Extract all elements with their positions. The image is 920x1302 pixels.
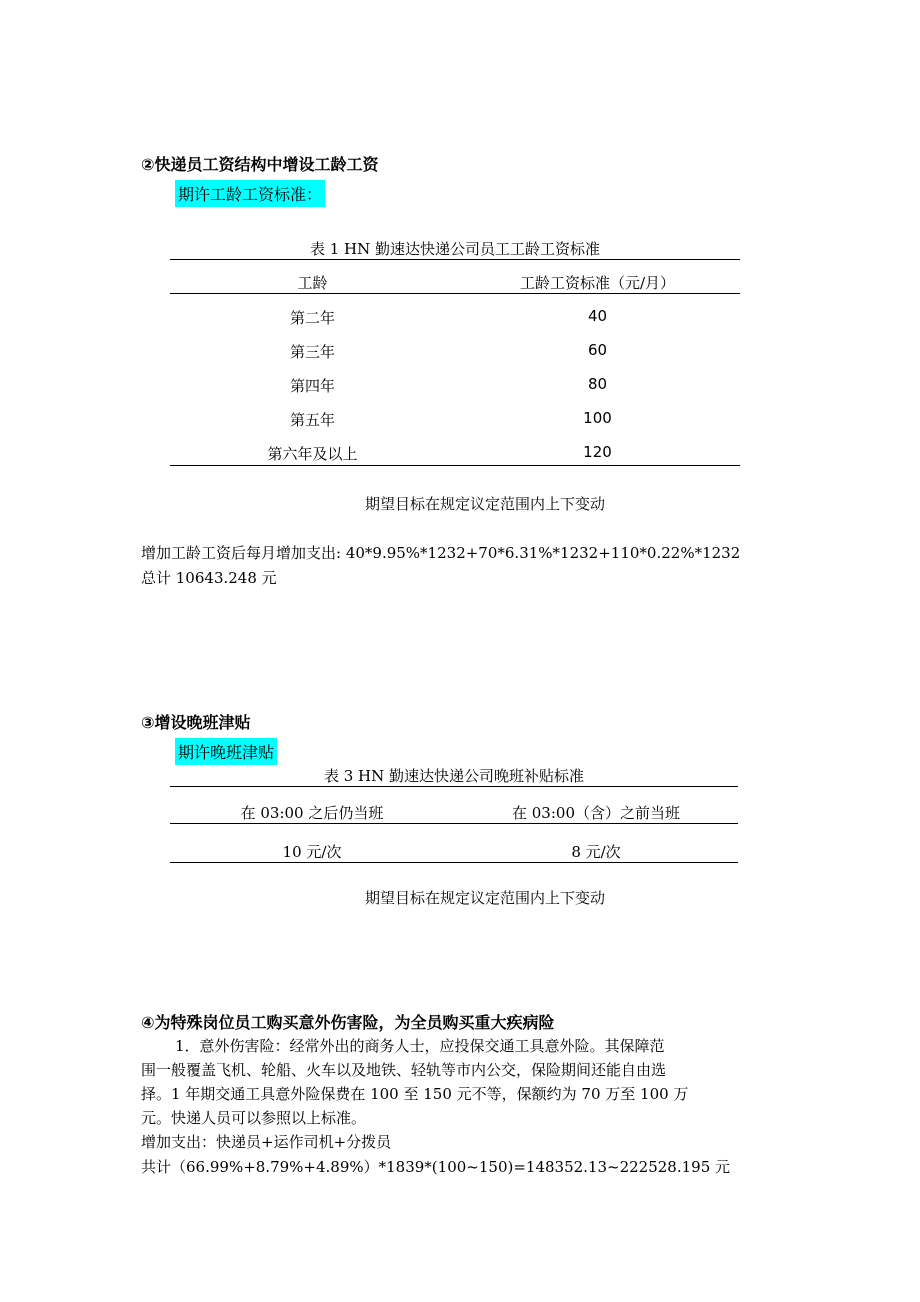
section-heading-insurance: ④为特殊岗位员工购买意外伤害险，为全员购买重大疾病险 (141, 1013, 555, 1032)
table-cell-year: 第四年 (289, 377, 335, 395)
table-header-after-3am: 在 03:00 之后仍当班 (240, 804, 384, 822)
table-cell-year: 第六年及以上 (267, 445, 358, 463)
table-cell-before-3am: 8 元/次 (571, 843, 621, 861)
highlight-seniority-expectation: 期许工龄工资标准： (175, 180, 325, 207)
highlight-night-allowance: 期许晚班津贴 (175, 738, 277, 765)
insurance-paragraph-line: 1．意外伤害险：经常外出的商务人士，应投保交通工具意外险。其保障范 (175, 1037, 665, 1055)
table-caption-seniority: 表 1 HN 勤速达快递公司员工工龄工资标准 (309, 240, 601, 258)
insurance-paragraph-line: 择。1 年期交通工具意外险保费在 100 至 150 元不等，保额约为 70 万至 100 万 (141, 1085, 689, 1103)
section-heading-seniority-pay: ②快递员工资结构中增设工龄工资 (141, 155, 379, 174)
table-cell-year: 第二年 (289, 309, 335, 327)
table-top-rule (170, 786, 738, 787)
table-cell-amount: 100 (583, 409, 612, 427)
table-bottom-rule (170, 862, 738, 863)
table-header-rule (170, 823, 738, 824)
table-cell-year: 第五年 (289, 411, 335, 429)
note-target-range: 期望目标在规定议定范围内上下变动 (364, 495, 605, 513)
expense-formula: 增加工龄工资后每月增加支出: 40*9.95%*1232+70*6.31%*1232+110*0.22%*1232 (141, 544, 741, 562)
table-cell-after-3am: 10 元/次 (282, 843, 342, 861)
table-top-rule (170, 259, 740, 260)
table-header-before-3am: 在 03:00（含）之前当班 (512, 804, 680, 822)
table-cell-year: 第三年 (289, 343, 335, 361)
table-cell-amount: 120 (583, 443, 612, 461)
expense-total: 总计 10643.248 元 (141, 569, 277, 587)
table-header-rule (170, 293, 740, 294)
table-caption-night: 表 3 HN 勤速达快递公司晚班补贴标准 (323, 767, 585, 785)
note-target-range: 期望目标在规定议定范围内上下变动 (364, 889, 605, 907)
table-header-pay-standard: 工龄工资标准（元/月） (519, 274, 676, 292)
insurance-paragraph-line: 元。快递人员可以参照以上标准。 (141, 1109, 367, 1127)
table-cell-amount: 80 (587, 375, 608, 393)
table-cell-amount: 40 (587, 307, 608, 325)
table-bottom-rule (170, 465, 740, 466)
section-heading-night-allowance: ③增设晚班津贴 (141, 713, 251, 732)
table-cell-amount: 60 (587, 341, 608, 359)
table-header-seniority: 工龄 (297, 274, 328, 292)
insurance-expense-label: 增加支出：快递员+运作司机+分拨员 (141, 1133, 392, 1151)
insurance-paragraph-line: 围一般覆盖飞机、轮船、火车以及地铁、轻轨等市内公交，保险期间还能自由选 (141, 1061, 667, 1079)
insurance-expense-total: 共计（66.99%+8.79%+4.89%）*1839*(100~150)=148352.13~222528.195 元 (141, 1158, 731, 1176)
